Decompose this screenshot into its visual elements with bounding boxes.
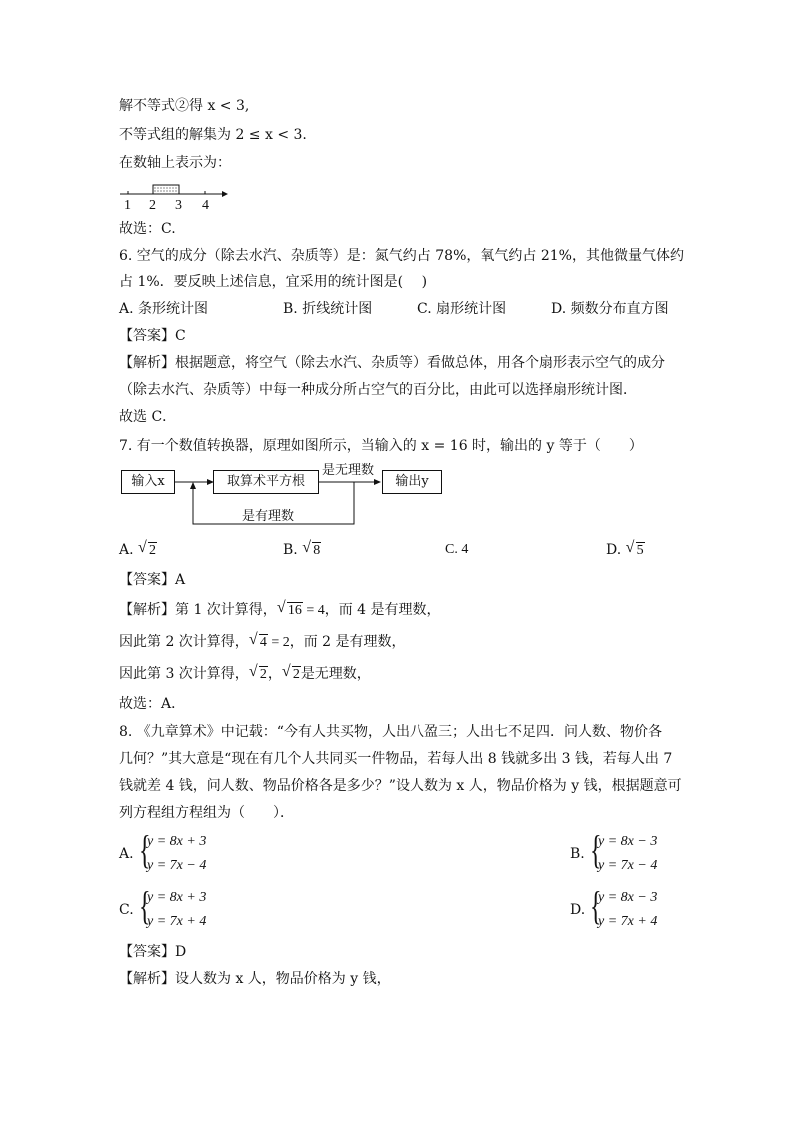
q8-option-d: D. { y = 8x − 3 y = 7x + 4 (570, 883, 658, 929)
q7-option-a (119, 540, 157, 560)
q7-option-d (606, 540, 645, 560)
tick-label-4: 4 (202, 198, 209, 213)
q7-option-b-label: B. (283, 542, 298, 558)
sqrt-2-b: √ 2 (281, 663, 300, 682)
question-7: 7. 有一个数值转换器，原理如图所示，当输入的 x = 16 时，输出的 y 等于（ ） (119, 438, 643, 454)
q6-explanation-1: 【解析】根据题意，将空气（除去水汽、杂质等）看做总体，用各个扇形表示空气的成分 (119, 355, 665, 371)
sqrt-8: √ 8 (302, 539, 321, 558)
q7-option-c: C. 4 (445, 542, 469, 557)
flowchart-input-box: 输入x (121, 470, 175, 494)
flowchart-process-box: 取算术平方根 (213, 470, 319, 494)
q6-explanation-3: 故选 C． (119, 409, 177, 425)
q6-answer: 【答案】C (119, 328, 186, 344)
sqrt-2: √ 2 (138, 539, 157, 558)
q8-option-a-label: A. (119, 846, 134, 862)
tick-label-1: 1 (124, 198, 131, 213)
q8-option-a: A. { y = 8x + 3 y = 7x − 4 (119, 827, 207, 873)
tick-label-3: 3 (175, 198, 182, 213)
q6-explanation-2: （除去水汽、杂质等）中每一种成分所占空气的百分比，由此可以选择扇形统计图． (119, 382, 637, 398)
q7-option-a-label: A. (119, 542, 134, 558)
tick-label-2: 2 (149, 198, 156, 213)
q7-answer: 【答案】A (119, 572, 186, 588)
sqrt-4: √ 4 (248, 631, 267, 650)
sqrt-16: √ 16 (276, 599, 302, 618)
q7-option-b (283, 540, 321, 560)
question-8-line-4: 列方程组方程组为（ ）． (119, 805, 294, 821)
q8-option-b-label: B. (570, 846, 585, 862)
q7-explanation-2: 因此第 2 次计算得， √ 4 = 2，而 2 是有理数， (119, 632, 406, 652)
solution-line-3: 在数轴上表示为： (119, 155, 231, 171)
q6-option-d: D. 频数分布直方图 (551, 301, 669, 317)
q8-option-d-label: D. (570, 902, 586, 918)
answer-choice-5: 故选：C. (119, 221, 176, 237)
q6-option-a: A. 条形统计图 (119, 301, 209, 317)
q8-answer: 【答案】D (119, 944, 187, 960)
solution-line-1: 解不等式②得 x < 3, (119, 98, 250, 114)
question-8-line-3: 钱就差 4 钱，问人数、物品价格各是多少？”设人数为 x 人，物品价格为 y 钱，根据题意可 (119, 778, 682, 794)
sqrt-5: √ 5 (625, 539, 644, 558)
q6-option-b: B. 折线统计图 (283, 301, 373, 317)
question-6-line-1: 6. 空气的成分（除去水汽、杂质等）是：氮气约占 78%，氧气约占 21%，其他微量气体约 (119, 248, 684, 264)
flowchart-irrational-label: 是无理数 (322, 463, 375, 478)
flowchart-output-box: 输出y (382, 470, 442, 494)
question-6-line-2: 占 1%．要反映上述信息，宜采用的统计图是( ) (119, 274, 428, 290)
q7-explanation-3: 因此第 3 次计算得， √ 2， √ 2是无理数， (119, 664, 371, 684)
q8-option-c: C. { y = 8x + 3 y = 7x + 4 (119, 883, 207, 929)
q6-option-c: C. 扇形统计图 (417, 301, 507, 317)
question-8-line-2: 几何？”其大意是“现在有几个人共同买一件物品，若每人出 8 钱就多出 3 钱，若每人出 7 (119, 751, 673, 767)
q7-explanation-1: 【解析】第 1 次计算得， √ 16 = 4，而 4 是有理数， (119, 600, 441, 620)
flowchart-rational-label: 是有理数 (242, 509, 295, 524)
solution-line-2: 不等式组的解集为 2 ≤ x < 3. (119, 127, 307, 143)
q7-option-d-label: D. (606, 542, 622, 558)
sqrt-2-a: √ 2 (248, 663, 267, 682)
q7-explanation-4: 故选：A． (119, 696, 186, 712)
q8-option-c-label: C. (119, 902, 134, 918)
question-8-line-1: 8. 《九章算术》中记载：“今有人共买物，人出八盈三；人出七不足四．问人数、物价各 (119, 724, 662, 740)
q8-option-b: B. { y = 8x − 3 y = 7x − 4 (570, 827, 658, 873)
q8-explanation-1: 【解析】设人数为 x 人，物品价格为 y 钱， (119, 971, 391, 987)
